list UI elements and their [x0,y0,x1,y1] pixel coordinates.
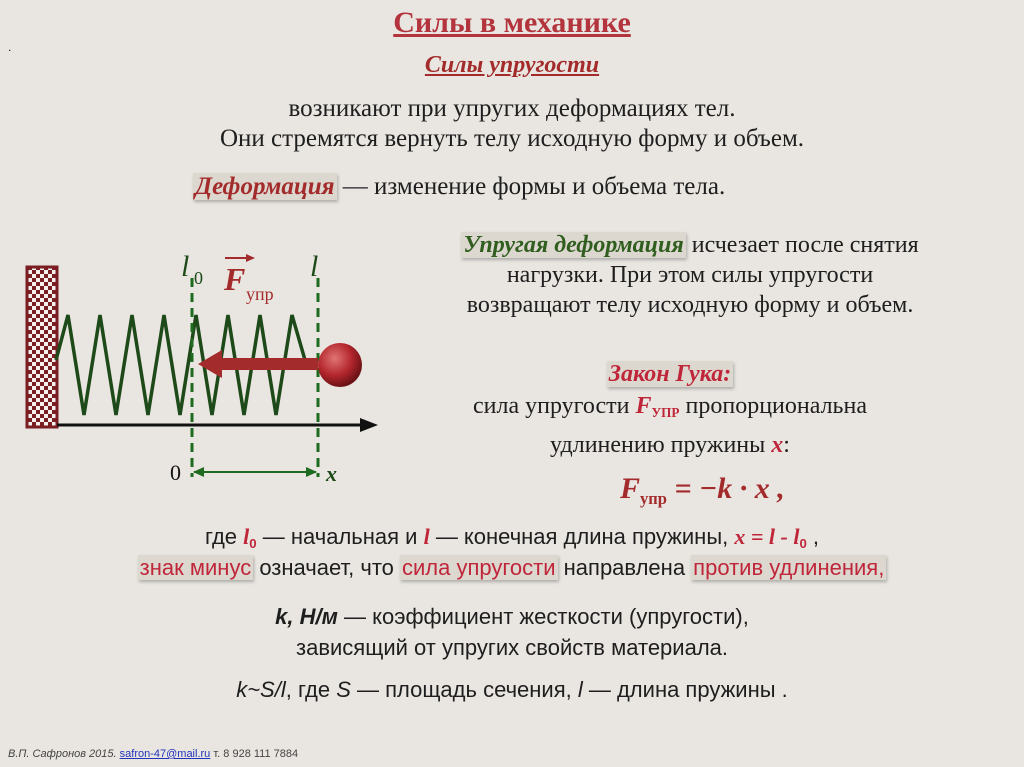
formula-F: F [620,472,641,505]
label-F: F [224,261,246,297]
formula-rhs: = −k · x , [666,472,785,505]
force-arrow-shaft [215,358,318,370]
k-term: k, Н/м [275,604,338,629]
k-text: — коэффициент жесткости (упругости), [337,604,749,629]
ks-line [0,675,1024,705]
hooke-colon: : [783,432,790,458]
sign-d: направлена [557,555,692,580]
ks-c: — площадь сечения, [350,677,578,702]
hooke-formula [620,472,785,509]
ks-l: l [577,677,583,702]
ks-d: — длина пружины . [582,677,788,702]
dot-mark: . [8,40,12,54]
intro-line-2: Они стремятся вернуть телу исходную форму и объем. [219,125,805,152]
where-l0: l [243,524,250,549]
sign-minus: знак минус [139,555,252,580]
hooke-block [400,358,940,461]
where-eq-sub: 0 [799,536,807,551]
footer [8,748,298,760]
hooke-F: F [635,393,652,419]
elastic-line2: нагрузки. При этом силы упругости [506,262,874,288]
where-b: — начальная и [256,524,424,549]
label-l0: l [181,250,190,283]
ball [318,343,362,387]
spring-diagram [0,230,390,495]
where-a: где [204,524,244,549]
label-origin: 0 [170,460,181,485]
vector-bar-head [246,254,255,262]
intro-line-1: возникают при упругих деформациях тел. [288,95,736,122]
elastic-line1: исчезает после снятия [685,232,919,258]
where-l0-sub: 0 [249,536,257,551]
footer-phone: т. 8 928 111 7884 [210,748,299,760]
label-F-sub: упр [246,284,274,304]
sign-against: против удлинения, [693,555,885,580]
elastic-term: Упругая деформация [463,232,684,258]
hooke-x: x [771,432,784,458]
footer-author: В.П. Сафронов 2015. [8,748,120,760]
sign-line [0,553,1024,583]
deformation-definition [193,172,725,202]
sign-force: сила упругости [402,555,556,580]
where-d: , [806,524,820,549]
hooke-F-sub: УПР [651,405,680,420]
sign-b: означает, что [253,555,400,580]
page-title: Силы в механике [393,6,631,39]
k-line-2: зависящий от упругих свойств материала. [296,635,728,660]
hooke-line1-a: сила упругости [473,393,636,419]
elastic-line3: возвращают телу исходную форму и объем. [466,292,914,318]
label-l: l [310,250,319,283]
ks-b: , где [285,677,337,702]
deformation-text: — изменение формы и объема тела. [336,173,726,200]
where-eq: x = l - l [734,524,800,549]
k-line-1 [0,602,1024,632]
hooke-line1-b: пропорциональна [679,393,867,419]
deformation-term: Деформация [195,173,335,200]
section-subtitle: Силы упругости [424,52,600,78]
where-l: l [423,524,430,549]
elastic-deformation-block [390,230,990,320]
formula-sub: упр [640,489,667,508]
ks-a: k~S/l [236,677,286,702]
x-span-arrow-right [306,467,317,477]
label-l0-sub: 0 [194,268,203,288]
hooke-line2-a: удлинению пружины [550,432,772,458]
label-x: x [326,461,337,486]
ks-S: S [336,677,351,702]
footer-email-link[interactable]: safron-47@mail.ru [119,748,211,760]
wall [27,267,57,427]
hooke-heading: Закон Гука: [608,361,732,387]
where-c: — конечная длина пружины, [429,524,735,549]
x-axis-arrowhead [360,418,378,432]
x-span-arrow-left [193,467,204,477]
